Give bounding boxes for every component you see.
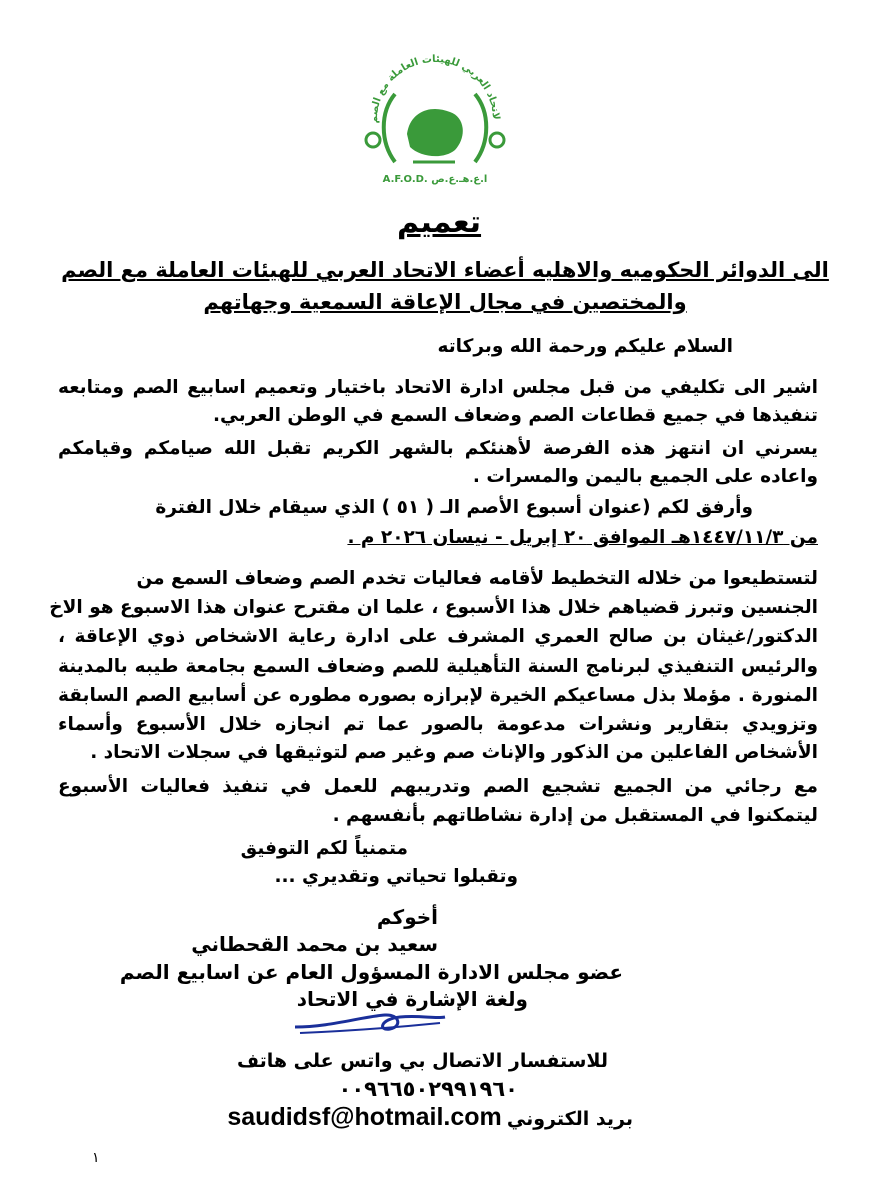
signature-title-2: ولغة الإشارة في الاتحاد bbox=[296, 987, 528, 1011]
contact-label: للاستفسار الاتصال بي واتس على هاتف bbox=[237, 1050, 608, 1072]
page-number: ١ bbox=[92, 1150, 100, 1166]
logo-bottom-text: A.F.O.D. ا.ع.هـ.ع.ص bbox=[382, 174, 488, 185]
signature-brother: أخوكم bbox=[376, 905, 438, 929]
handwritten-signature bbox=[290, 1005, 450, 1045]
paragraph4-line-5: المنورة . مؤملا بذل مساعيكم الخيرة لإبرازه بصوره مطوره عن أسابيع الصم السابقة bbox=[58, 685, 818, 706]
paragraph5-line-1: مع رجائي من الجميع تشجيع الصم وتدريبهم للعمل في تنفيذ فعاليات الأسبوع bbox=[58, 776, 818, 797]
email-row bbox=[227, 1103, 633, 1132]
paragraph4-line-2: الجنسين وتبرز قضياهم خلال هذا الأسبوع ، علما ان مقترح عنوان هذا الاسبوع هو الاخ bbox=[49, 597, 818, 618]
heading-line-2: والمختصين في مجال الإعاقة السمعية وجهاتهم bbox=[203, 290, 687, 314]
paragraph3-line-1: وأرفق لكم (عنوان أسبوع الأصم الـ ( ٥١ ) الذي سيقام خلال الفترة bbox=[155, 497, 753, 518]
email-address[interactable]: saudidsf@hotmail.com bbox=[227, 1103, 502, 1131]
paragraph2-line-1: يسرني ان انتهز هذه الفرصة لأهنئكم بالشهر الكريم تقبل الله صيامكم وقيامكم bbox=[58, 438, 818, 459]
signature-title-1: عضو مجلس الادارة المسؤول العام عن اسابيع الصم bbox=[119, 960, 623, 984]
heading-line-1: الى الدوائر الحكوميه والاهليه أعضاء الاتحاد العربي للهيئات العاملة مع الصم bbox=[61, 258, 829, 282]
closing-line-1: متمنياً لكم التوفيق bbox=[240, 838, 408, 859]
paragraph3-line-2: من ١٤٤٧/١١/٣هـ الموافق ٢٠ إبريل - نيسان ٢٠٢٦ م . bbox=[347, 527, 818, 548]
signature-name: سعيد بن محمد القحطاني bbox=[191, 932, 438, 956]
paragraph4-line-1: لتستطيعوا من خلاله التخطيط لأقامه فعاليات تخدم الصم وضعاف السمع من bbox=[136, 568, 818, 589]
page-title: تعميم bbox=[396, 205, 482, 240]
email-label: بريد الكتروني bbox=[506, 1108, 633, 1130]
phone-number: ٠٠٩٦٦٥٠٢٩٩١٩٦٠ bbox=[338, 1077, 518, 1101]
paragraph4-line-7: الأشخاص الفاعلين من الذكور والإناث صم وغير صم لتوثيقها في سجلات الاتحاد . bbox=[90, 742, 818, 763]
paragraph1-line-1: اشير الى تكليفي من قبل مجلس ادارة الاتحاد باختيار وتعميم اسابيع الصم ومتابعه bbox=[58, 377, 818, 398]
paragraph4-line-3: الدكتور/غيثان بن صالح العمري المشرف على ادارة رعاية الاشخاص ذوي الإعاقة ، bbox=[58, 626, 818, 647]
closing-line-2: وتقبلوا تحياتي وتقديري ... bbox=[274, 866, 518, 887]
paragraph5-line-2: ليتمكنوا في المستقبل من إدارة نشاطاتهم بأنفسهم . bbox=[332, 805, 818, 826]
organization-logo bbox=[355, 42, 515, 192]
paragraph2-line-2: واعاده على الجميع باليمن والمسرات . bbox=[472, 466, 818, 487]
paragraph4-line-4: والرئيس التنفيذي لبرنامج السنة التأهيلية للصم وضعاف السمع بجامعة طيبه بالمدينة bbox=[58, 656, 818, 677]
logo-arc-text: لاتحاد العربي للهيئات العاملة مع الصم bbox=[368, 53, 502, 124]
paragraph4-line-6: وتزويدي بتقارير ونشرات مدعومة بالصور عما تم انجازه خلال الأسبوع وأسماء bbox=[58, 714, 818, 735]
paragraph1-line-2: تنفيذها في جميع قطاعات الصم وضعاف السمع في الوطن العربي. bbox=[213, 405, 818, 426]
greeting: السلام عليكم ورحمة الله وبركاته bbox=[437, 336, 733, 357]
